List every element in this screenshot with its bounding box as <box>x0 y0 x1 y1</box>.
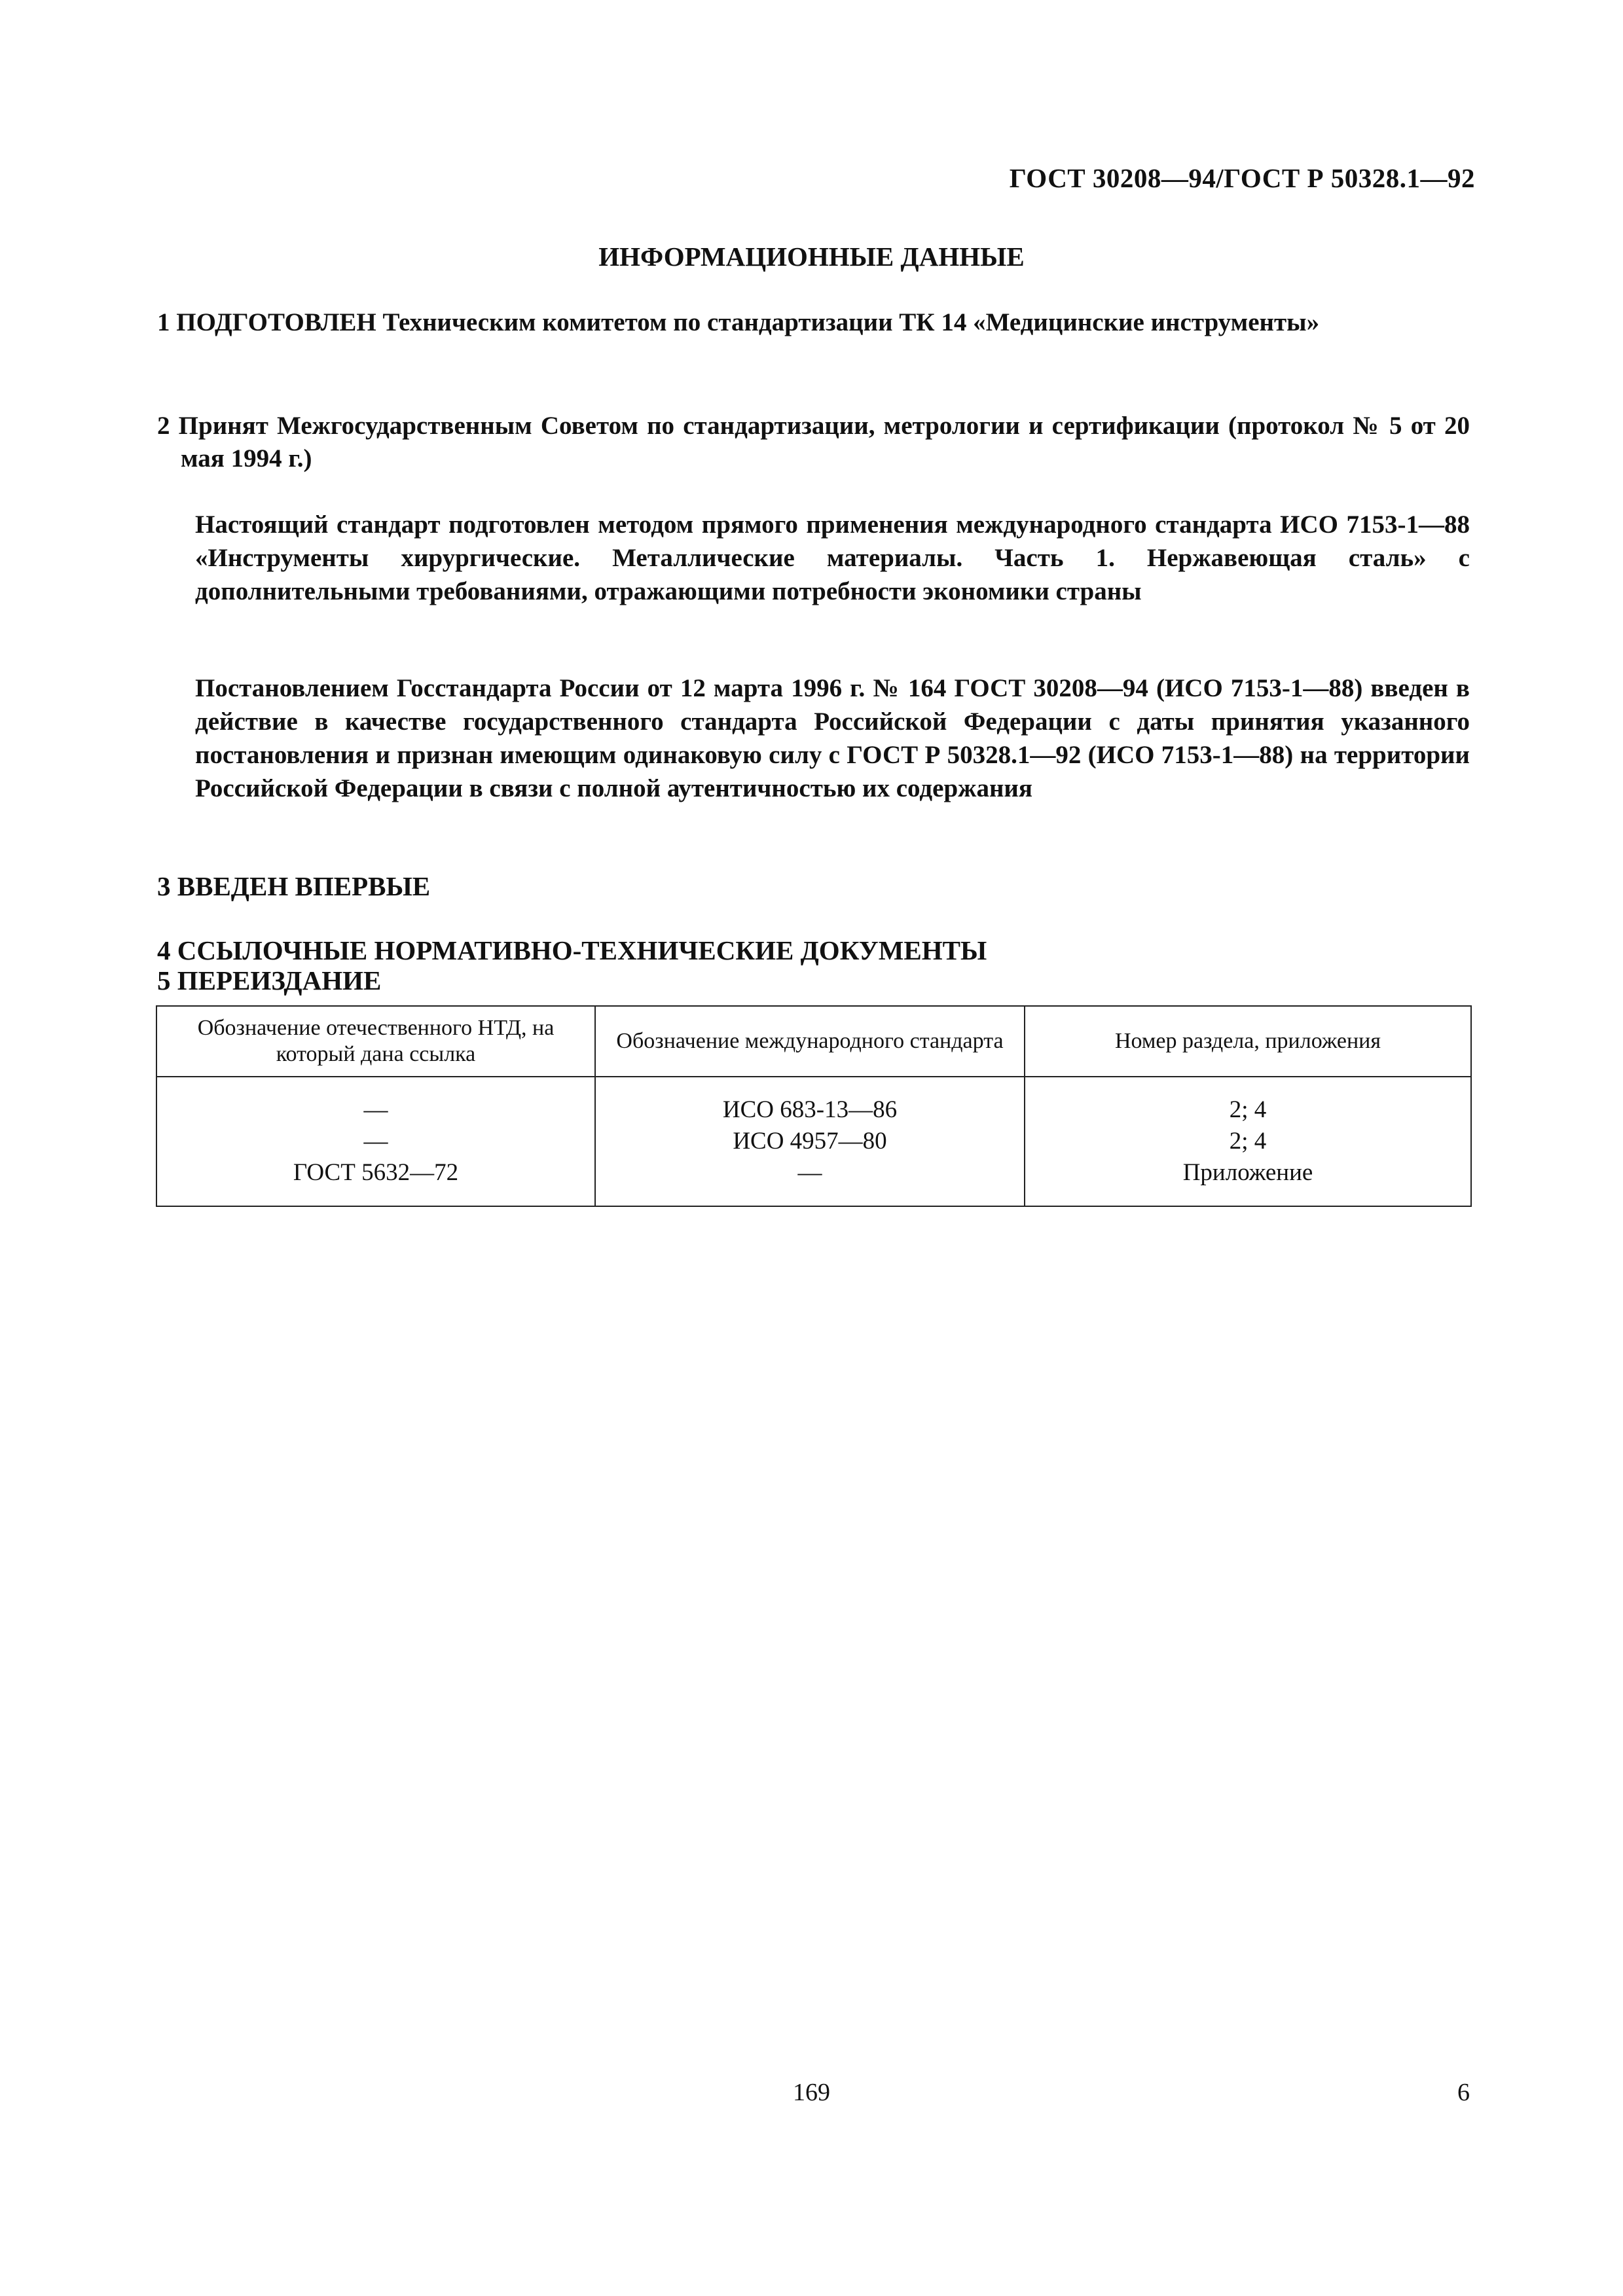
table-row <box>156 1077 1471 1206</box>
item-1-prepared <box>157 306 1470 339</box>
cell-value: — <box>363 1128 388 1155</box>
sheet-number: 6 <box>1457 2079 1470 2106</box>
header-section-number: Номер раздела, приложения <box>1025 1006 1471 1077</box>
page-number: 169 <box>793 2079 830 2106</box>
cell-value: ГОСТ 5632—72 <box>293 1159 459 1186</box>
item-2-text: 2 Принят Межгосударственным Советом по стандартизации, метрологии и сертификации (протокол № 5 от 20 мая 1994 г.) <box>157 412 1470 473</box>
item-2-note-standard: Настоящий стандарт подготовлен методом прямого применения международного стандарта ИСО 7153-1—88 «Инструменты хирургические. Металлические материалы. Часть 1. Нержавеющая сталь» с дополнительными требованиями, отражающими потребности экономики страны <box>195 511 1470 605</box>
cell-value: ИСО 683-13—86 <box>722 1096 898 1123</box>
document-code: ГОСТ 30208—94/ГОСТ Р 50328.1—92 <box>1009 163 1475 193</box>
section-title: ИНФОРМАЦИОННЫЕ ДАННЫЕ <box>598 242 1025 272</box>
item-3-heading: 3 ВВЕДЕН ВПЕРВЫЕ <box>157 871 431 901</box>
cell-value: Приложение <box>1182 1159 1313 1186</box>
item-4-heading: 4 ССЫЛОЧНЫЕ НОРМАТИВНО-ТЕХНИЧЕСКИЕ ДОКУМЕНТЫ <box>157 935 987 965</box>
header-domestic-doc: Обозначение отечественного НТД, на который дана ссылка <box>156 1006 595 1077</box>
cell-value: 2; 4 <box>1229 1096 1267 1123</box>
cell-domestic-docs <box>156 1077 595 1206</box>
table-header-row <box>156 1006 1471 1077</box>
cell-value: — <box>797 1159 822 1186</box>
references-table <box>156 1005 1472 1207</box>
cell-international-standards <box>595 1077 1025 1206</box>
cell-section-numbers <box>1025 1077 1471 1206</box>
cell-value: 2; 4 <box>1229 1128 1267 1155</box>
item-2-note-resolution: Постановлением Госстандарта России от 12 марта 1996 г. № 164 ГОСТ 30208—94 (ИСО 7153-1—88) введен в действие в качестве государственного стандарта Российской Федерации с даты принятия указанного постановления и признан имеющим одинаковую силу с ГОСТ Р 50328.1—92 (ИСО 7153-1—88) на территории Российской Федерации в связи с полной аутентичностью их содержания <box>195 674 1470 802</box>
cell-value: — <box>363 1096 388 1123</box>
item-1-text: 1 ПОДГОТОВЛЕН Техническим комитетом по стандартизации ТК 14 «Медицинские инструменты» <box>157 308 1320 336</box>
item-2-adopted <box>157 410 1470 475</box>
header-international-standard: Обозначение международного стандарта <box>595 1006 1025 1077</box>
item-5-heading: 5 ПЕРЕИЗДАНИЕ <box>157 965 382 996</box>
cell-value: ИСО 4957—80 <box>733 1128 887 1155</box>
